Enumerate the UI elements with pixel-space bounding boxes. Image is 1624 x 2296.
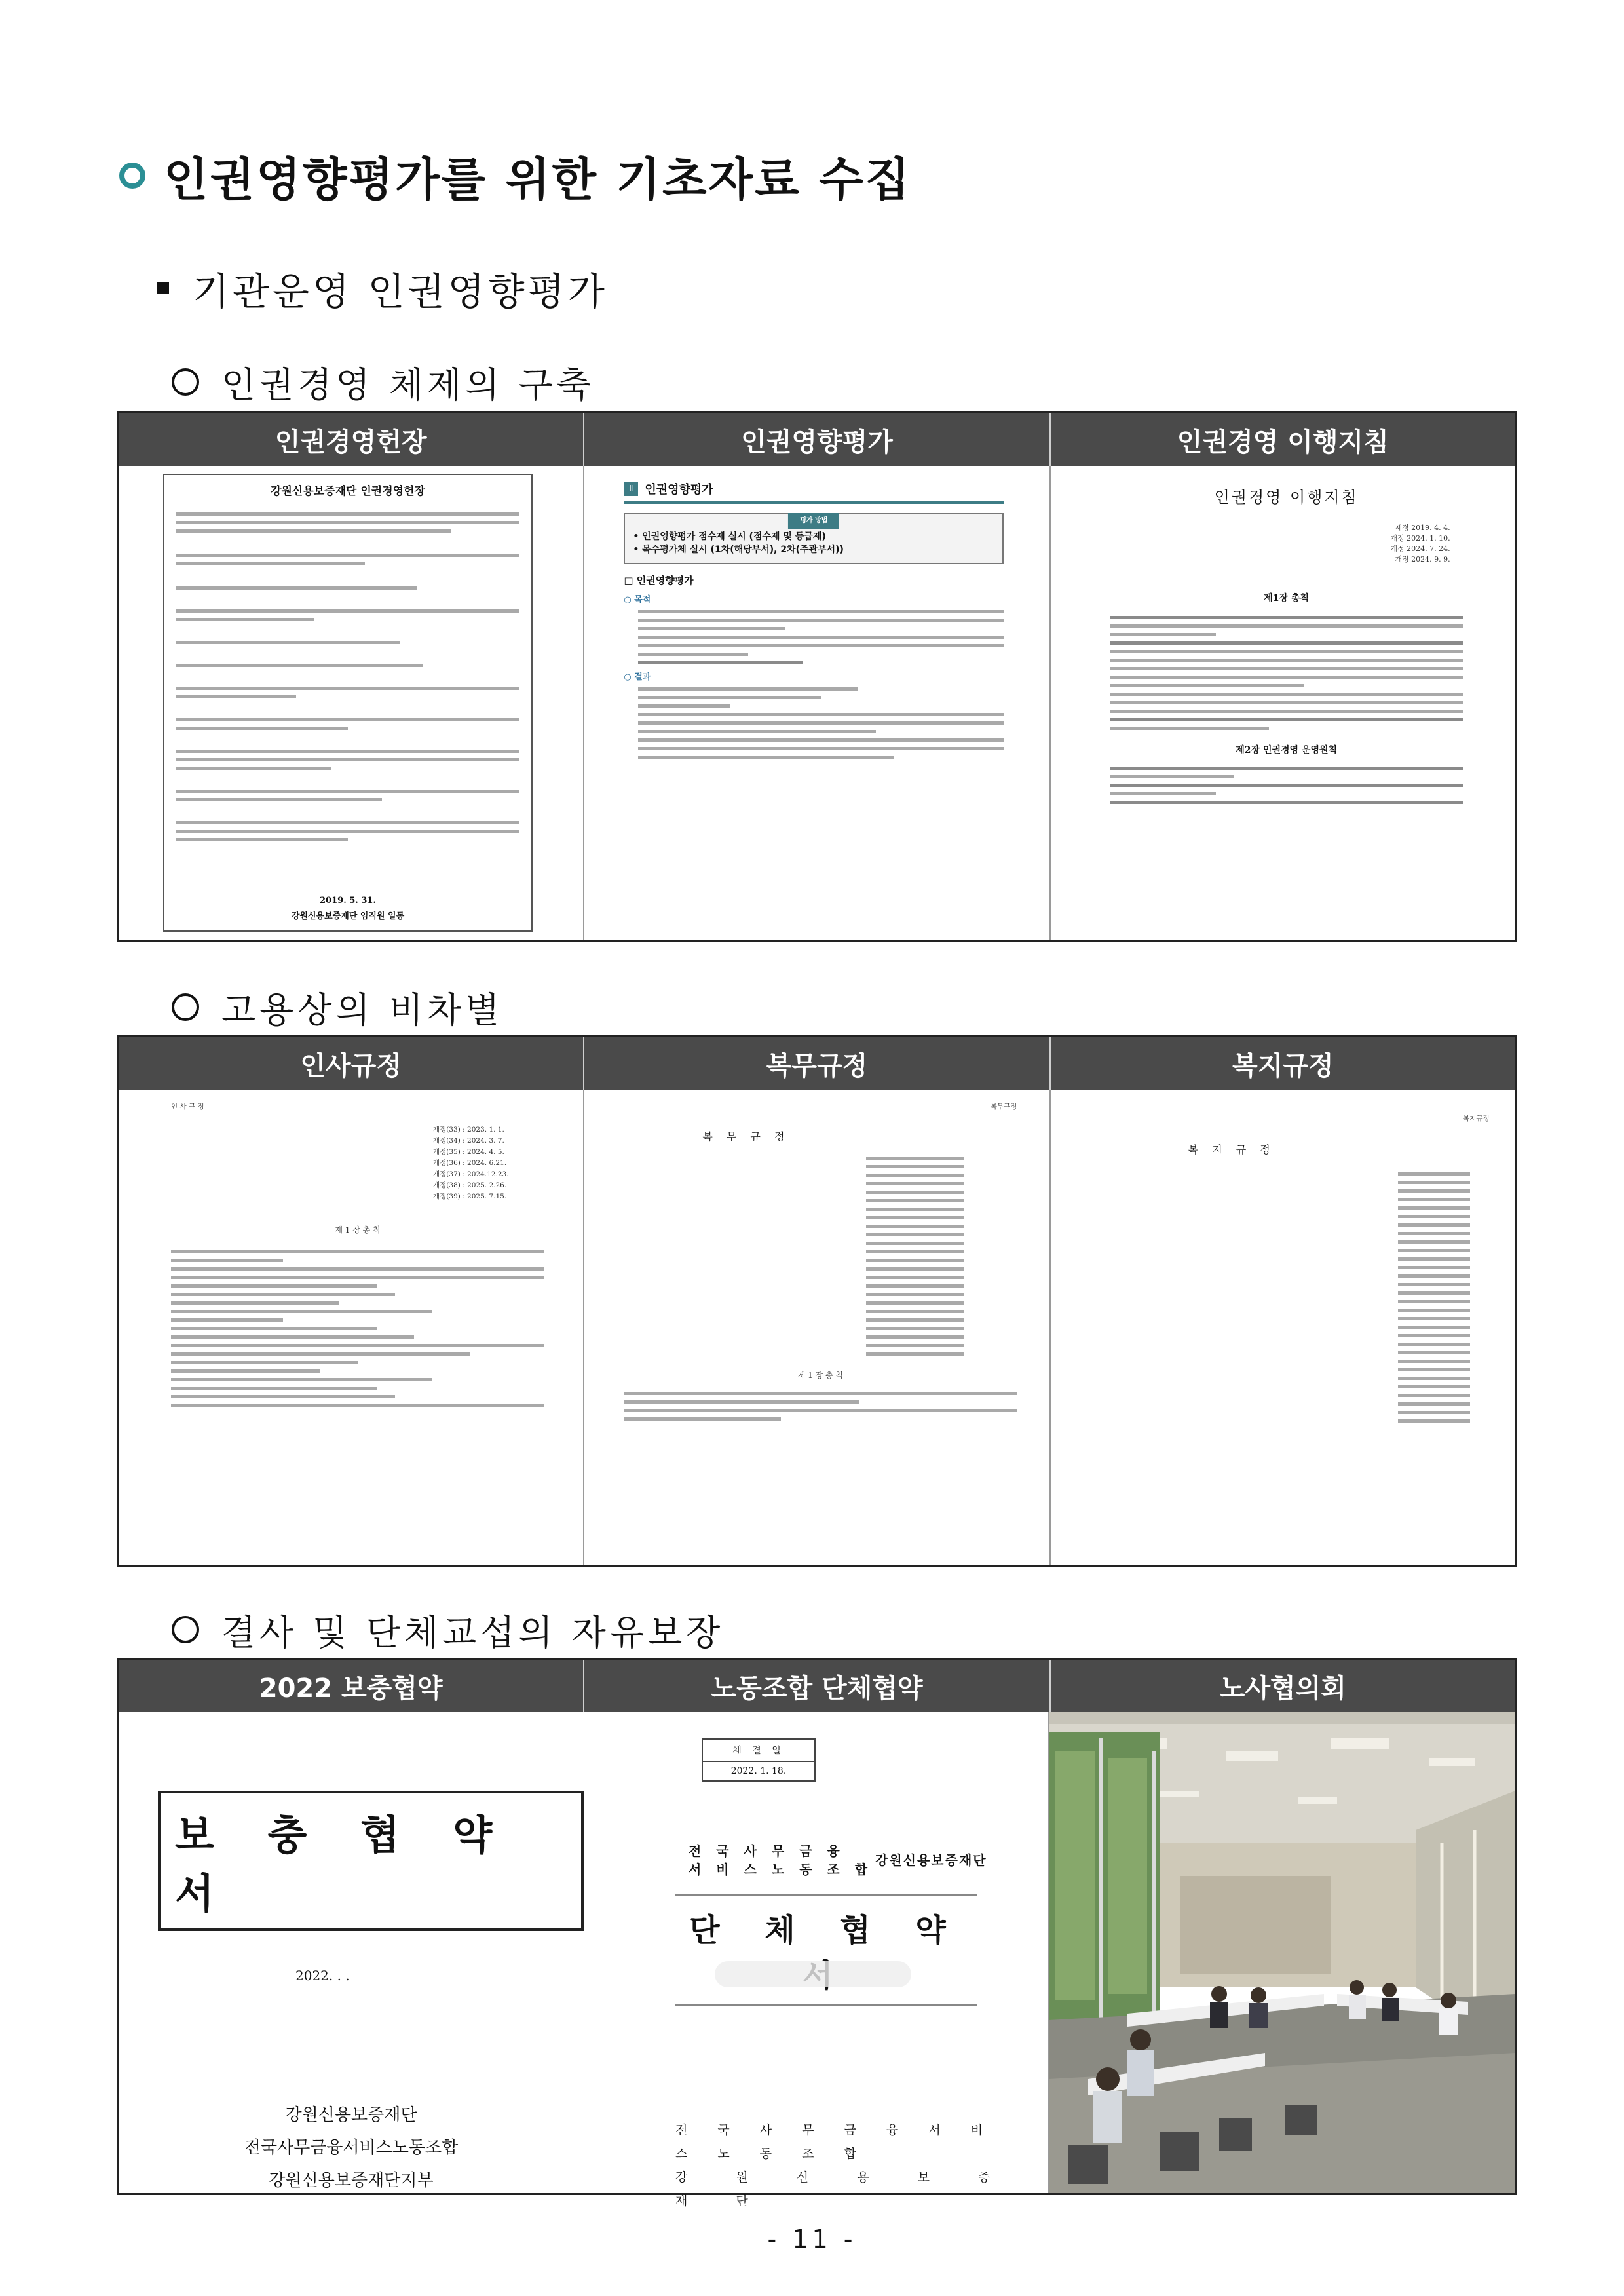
service-cell [584, 1090, 1050, 1565]
evidence-table-2 [117, 1035, 1517, 1567]
guideline-chapter-2: 제2장 인권경영 운영원칙 [1236, 745, 1338, 756]
collective-agreement-title: 단 체 협 약 [689, 1912, 963, 1949]
labor-management-council-meeting-photo [1049, 1712, 1515, 2193]
agreement-footer [675, 2118, 1016, 2213]
table-header [119, 413, 1515, 466]
group-heading: 인권경영 체제의 구축 [221, 364, 595, 406]
revision-line: 개정 2024. 1. 10. [1390, 534, 1450, 543]
supplementary-agreement-title: 보 충 협 약 서 [158, 1791, 584, 1931]
collective-agreement-cell [584, 1712, 1049, 2208]
revision-line: 제정 2019. 4. 4. [1395, 524, 1450, 532]
charter-body [164, 498, 531, 841]
assessment-sub-heading: □ 인권영향평가 [624, 575, 694, 586]
personnel-label: 인 사 규 정 [171, 1103, 204, 1111]
revision-line: 개정(35) : 2024. 4. 5. [433, 1148, 504, 1156]
column-header: 인사규정 [119, 1037, 584, 1090]
party-name: 전국사무금융서비스노동조합 [244, 2138, 459, 2158]
group-heading-row [172, 1607, 724, 1653]
circle-bullet-icon [172, 1616, 199, 1643]
employer-footer: 강 원 신 용 보 증 재 단 [675, 2170, 1013, 2208]
column-header: 복무규정 [584, 1037, 1050, 1090]
guideline-document [1110, 484, 1463, 936]
page-number: - 11 - [767, 2225, 857, 2253]
supplementary-agreement-cell [119, 1712, 584, 2193]
column-header: 인권영향평가 [584, 413, 1050, 466]
revision-line: 개정(37) : 2024.12.23. [433, 1170, 509, 1178]
personnel-document [171, 1101, 544, 1560]
service-label: 복무규정 [990, 1103, 1017, 1111]
guideline-revisions [1110, 523, 1463, 565]
labor-council-cell [1049, 1712, 1515, 2193]
charter-date: 2019. 5. 31. [320, 896, 376, 906]
column-header: 인권경영헌장 [119, 413, 584, 466]
charter-title: 강원신용보증재단 인권경영헌장 [271, 485, 425, 498]
page-title-row [119, 149, 912, 206]
circle-bullet-icon [172, 993, 199, 1021]
group-heading: 고용상의 비차별 [221, 989, 504, 1031]
party-name: 강원신용보증재단지부 [269, 2171, 434, 2191]
group-heading-row [172, 359, 595, 405]
collective-agreement-document [636, 1725, 1016, 2208]
result-heading: ○ 결과 [624, 672, 651, 682]
union-footer: 전 국 사 무 금 융 서 비 스 노 동 조 합 [675, 2123, 996, 2161]
page-title: 인권영향평가를 위한 기초자료 수집 [164, 152, 912, 206]
supplementary-agreement-document [119, 1712, 584, 2193]
date-value: 2022. 1. 18. [730, 1766, 787, 1776]
agreement-parties [689, 1842, 987, 1879]
assessment-cell [584, 466, 1050, 940]
revision-line: 개정(33) : 2023. 1. 1. [433, 1126, 504, 1134]
party-name: 강원신용보증재단 [285, 2105, 417, 2125]
evidence-table-3 [117, 1658, 1517, 2208]
guideline-title: 인권경영 이행지침 [1214, 488, 1359, 507]
method-line: • 인권영향평가 점수제 실시 (점수제 및 등급제) [633, 531, 826, 542]
charter-document [163, 474, 533, 932]
column-header: 인권경영 이행지침 [1177, 427, 1389, 457]
group-heading-row [172, 984, 503, 1030]
roman-numeral: Ⅱ [624, 482, 638, 496]
column-header: 노동조합 단체협약 [584, 1660, 1050, 1712]
supplementary-agreement-date: 2022. . . [295, 1968, 350, 1983]
evidence-table-1 [117, 411, 1517, 942]
welfare-label: 복지규정 [1463, 1115, 1490, 1122]
method-line: • 복수평가체 실시 (1차(해당부서), 2차(주관부서)) [633, 545, 844, 555]
charter-signer: 강원신용보증재단 임직원 일동 [291, 911, 405, 921]
personnel-chapter: 제 1 장 총 칙 [335, 1225, 381, 1234]
welfare-title: 복 지 규 정 [1188, 1143, 1275, 1156]
circle-bullet-icon [172, 368, 199, 396]
service-revision-list [866, 1157, 964, 1356]
service-chapter: 제 1 장 총 칙 [797, 1371, 843, 1380]
service-title: 복 무 규 정 [702, 1130, 790, 1143]
column-header: 2022 보충협약 [119, 1660, 584, 1712]
revision-line: 개정(34) : 2024. 3. 7. [433, 1137, 504, 1145]
union-name-line: 전 국 사 무 금 융 [689, 1843, 845, 1859]
section-title: 기관운영 인권영향평가 [193, 269, 608, 314]
column-header: 노사협의회 [1219, 1673, 1346, 1704]
assessment-document [624, 480, 1004, 932]
service-document [624, 1101, 1017, 1560]
revision-line: 개정(38) : 2025. 2.26. [433, 1181, 507, 1189]
method-box-tab: 평가 방법 [788, 513, 839, 529]
assessment-section-bar [624, 480, 1004, 504]
charter-cell [119, 466, 584, 940]
assessment-section-title: 인권영향평가 [645, 483, 713, 497]
welfare-cell [1051, 1090, 1515, 1565]
agreement-date-box [702, 1738, 816, 1782]
method-box [624, 513, 1004, 564]
purpose-heading: ○ 목적 [624, 595, 651, 605]
group-heading: 결사 및 단체교섭의 자유보장 [221, 1611, 725, 1653]
union-name-line: 서 비 스 노 동 조 합 [689, 1862, 873, 1877]
revision-line: 개정 2024. 9. 9. [1395, 555, 1450, 564]
revision-line: 개정 2024. 7. 24. [1390, 545, 1450, 553]
guideline-cell [1051, 466, 1515, 940]
revision-line: 개정(36) : 2024. 6.21. [433, 1159, 507, 1167]
square-bullet-icon [157, 282, 169, 294]
date-label: 체 결 일 [703, 1740, 814, 1762]
revision-line: 개정(39) : 2025. 7.15. [433, 1193, 507, 1200]
welfare-revision-list [1398, 1172, 1470, 1423]
table-header [119, 1660, 1515, 1712]
guideline-chapter-1: 제1장 총칙 [1264, 593, 1310, 603]
scan-smudge [715, 1961, 911, 1987]
personnel-revisions [433, 1124, 544, 1202]
column-header: 복지규정 [1232, 1050, 1334, 1081]
table-header [119, 1037, 1515, 1090]
employer-name: 강원신용보증재단 [875, 1852, 987, 1868]
welfare-document [1090, 1101, 1490, 1560]
title-circle-icon [119, 163, 145, 189]
personnel-cell [119, 1090, 584, 1565]
section-row [157, 262, 608, 315]
